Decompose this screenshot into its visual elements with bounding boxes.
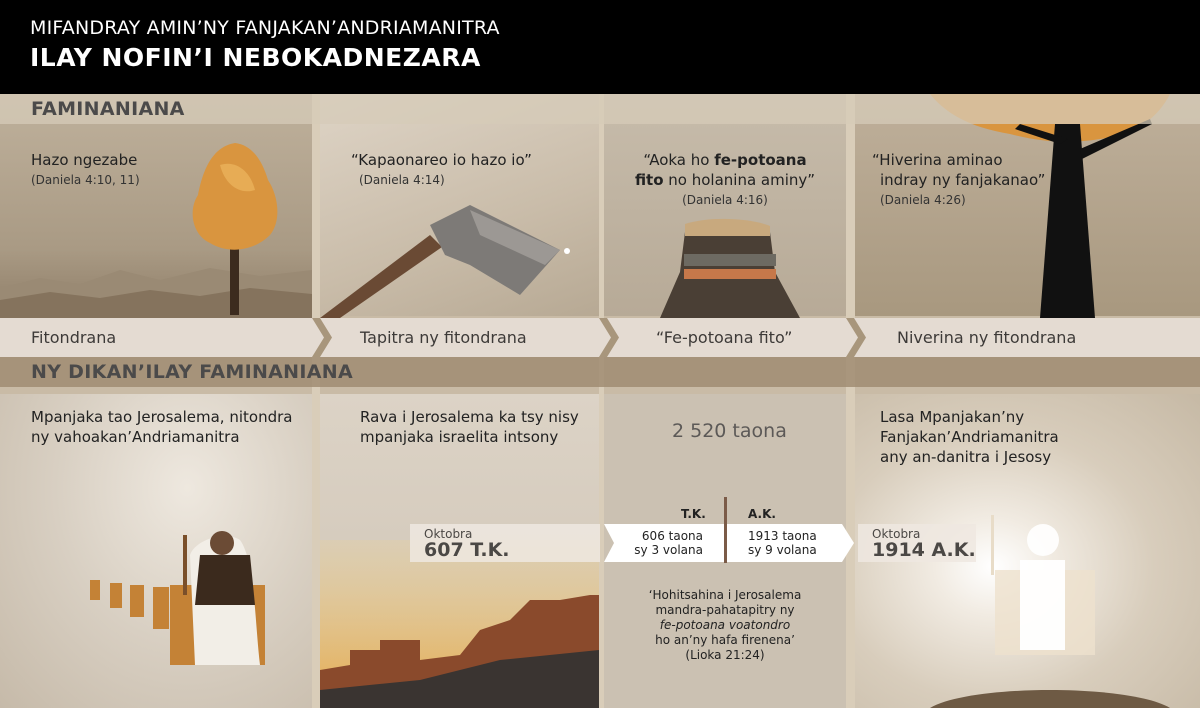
fulfillment-item-4: Lasa Mpanjakan’ny Fanjakan’Andriamanitra any an-danitra i Jesosy — [880, 408, 1059, 466]
era-divider — [724, 497, 727, 563]
scripture-ref: (Lioka 21:24) — [685, 648, 765, 662]
bce-era-label: T.K. — [681, 507, 706, 521]
column-divider — [312, 94, 320, 708]
stage-label-1: Fitondrana — [31, 328, 117, 347]
chevron-right-icon — [310, 318, 332, 357]
page-title: ILAY NOFIN’I NEBOKADNEZARA — [30, 43, 481, 72]
total-duration: 2 520 taona — [672, 420, 787, 442]
column-divider — [846, 94, 855, 708]
bce-span: 606 taona sy 3 volana — [634, 529, 703, 557]
supertitle: MIFANDRAY AMIN’NY FANJAKAN’ANDRIAMANITRA — [30, 17, 500, 39]
scripture-ref: (Daniela 4:16) — [682, 193, 768, 207]
prophecy-section-header — [0, 94, 1200, 124]
stage-label-2: Tapitra ny fitondrana — [360, 328, 527, 347]
header-banner — [0, 0, 1200, 94]
banded-stump-icon — [660, 212, 800, 318]
earth-horizon-icon — [930, 680, 1170, 708]
stage-label-4: Niverina ny fitondrana — [897, 328, 1077, 347]
stage-label-3: “Fe-potoana fito” — [656, 328, 793, 347]
ce-span: 1913 taona sy 9 volana — [748, 529, 817, 557]
fulfillment-section-label: NY DIKAN’ILAY FAMINANIANA — [31, 361, 353, 383]
prophecy-item-2: “Kapaonareo io hazo io” (Daniela 4:14) — [351, 150, 532, 190]
prophecy-item-4: “Hiverina aminao indray ny fanjakanao” (Daniela 4:26) — [872, 150, 1045, 210]
prophecy-item-3: “Aoka ho fe-potoana fito no holanina aminy” (Daniela 4:16) — [604, 150, 846, 210]
scripture-ref: (Daniela 4:14) — [359, 173, 445, 187]
burning-city-icon — [320, 540, 599, 708]
line-of-kings-icon — [85, 525, 285, 675]
chevron-right-icon — [597, 318, 619, 357]
autumn-tree-icon — [180, 135, 290, 315]
chevron-right-icon — [844, 318, 866, 357]
enthroned-king-icon — [985, 510, 1105, 660]
prophecy-section-label: FAMINANIANA — [31, 98, 185, 120]
axe-icon — [320, 185, 580, 318]
scripture-ref: (Daniela 4:26) — [880, 193, 966, 207]
fulfillment-section-header — [0, 357, 1200, 387]
scripture-ref: (Daniela 4:10, 11) — [31, 173, 140, 187]
ce-era-label: A.K. — [748, 507, 776, 521]
fulfillment-item-1: Mpanjaka tao Jerosalema, nitondra ny vahoakan’Andriamanitra — [31, 408, 293, 446]
timeline-end-date: Oktobra 1914 A.K. — [858, 524, 976, 562]
prophecy-item-1: Hazo ngezabe (Daniela 4:10, 11) — [31, 150, 140, 190]
fulfillment-item-2: Rava i Jerosalema ka tsy nisy mpanjaka israelita intsony — [360, 408, 579, 446]
timeline-start-date: Oktobra 607 T.K. — [410, 524, 600, 562]
luke-quote: ‘Hohitsahina i Jerosalema mandra-pahatapitry ny fe-potoana voatondro ho an’ny hafa firenena’ (Lioka 21:24) — [604, 588, 846, 663]
